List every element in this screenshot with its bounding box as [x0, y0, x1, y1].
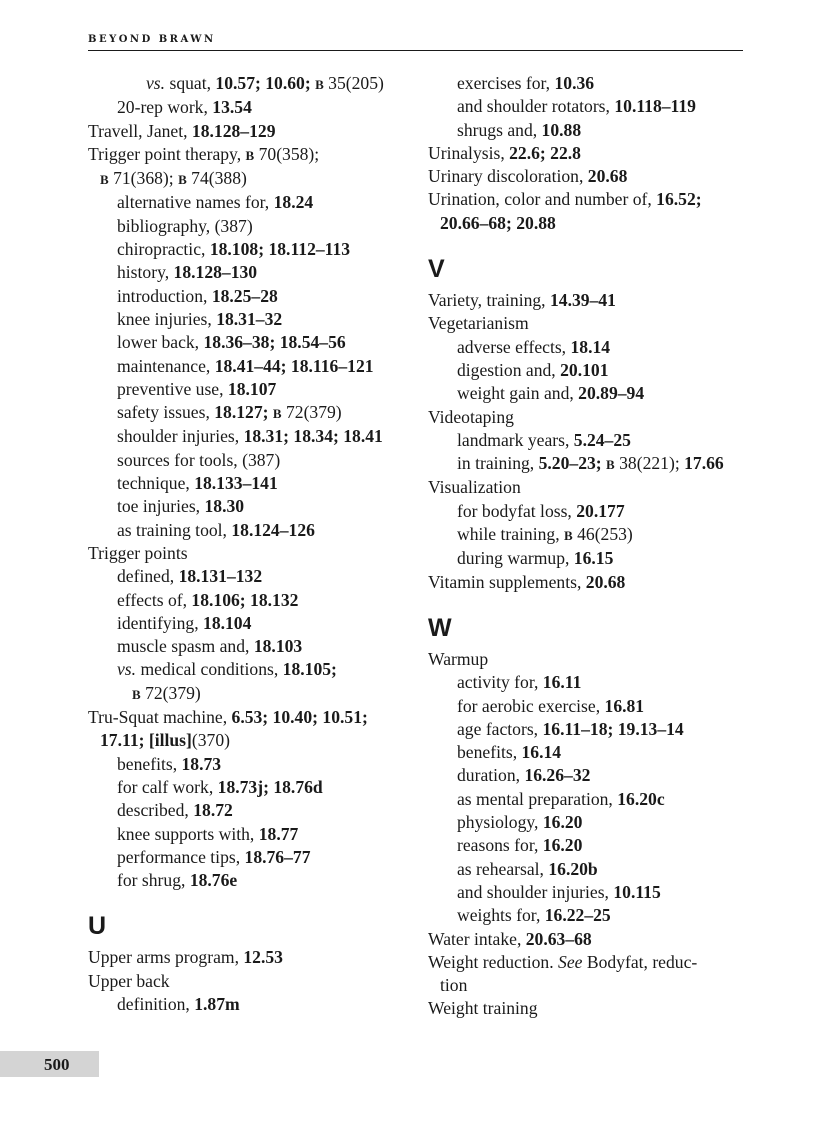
entry-ref: 12.53 [243, 947, 283, 968]
index-entry [428, 571, 748, 594]
entry-text: (358); [276, 143, 320, 164]
entry-ref: 20.68 [587, 166, 628, 187]
entry-ref: 18.128–130 [173, 262, 258, 283]
index-entry-continuation [88, 167, 408, 191]
entry-text: Vitamin supplements, [428, 571, 586, 592]
entry-text: Urinalysis, [428, 142, 510, 163]
box-marker: B [564, 528, 573, 544]
index-subentry [88, 495, 408, 518]
entry-ref: 10.118–119 [614, 96, 696, 117]
index-subentry [88, 519, 408, 542]
entry-ref: 5.20–23; [538, 453, 607, 474]
entry-text: 72 [281, 402, 304, 423]
index-subentry [428, 95, 748, 118]
entry-text: muscle spasm and, [117, 636, 254, 657]
index-subentry [428, 718, 748, 741]
entry-ref: 5.24–25 [573, 429, 631, 450]
entry-text: weights for, [457, 905, 545, 926]
entry-text: (379) [303, 402, 342, 423]
entry-ref: 18.73 [181, 753, 222, 774]
entry-text: Weight reduction. [428, 951, 559, 972]
entry-ref: 17.66 [684, 453, 724, 474]
entry-text: tion [440, 975, 468, 996]
box-marker: B [132, 686, 141, 702]
entry-text: knee injuries, [117, 308, 217, 329]
index-subentry [88, 776, 408, 799]
entry-text: maintenance, [117, 355, 215, 376]
index-entry [88, 96, 408, 119]
entry-text: (205) [345, 73, 384, 93]
entry-ref: 18.128–129 [191, 120, 276, 141]
entry-ref: 18.104 [203, 612, 252, 633]
entry-ref: 18.36–38; 18.54–56 [203, 332, 346, 353]
entry-ref: 16.11–18; 19.13–14 [542, 718, 684, 739]
box-marker: B [272, 406, 282, 422]
entry-ref: 16.20b [548, 858, 598, 879]
index-entry-continuation [88, 729, 408, 752]
entry-text: effects of, [117, 589, 192, 610]
entry-text: Upper back [88, 970, 170, 991]
index-subentry [428, 119, 748, 142]
index-subentry [88, 355, 408, 378]
index-entry [88, 542, 408, 565]
index-subentry [88, 635, 408, 658]
entry-ref: 18.31–32 [216, 308, 283, 329]
box-marker: B [178, 172, 187, 188]
entry-text: lower back, [117, 332, 204, 353]
entry-text: Trigger points [88, 542, 188, 563]
box-marker: B [606, 457, 615, 473]
index-subentry [428, 336, 748, 359]
entry-text: medical conditions, [136, 659, 283, 680]
entry-text: during warmup, [457, 548, 574, 569]
entry-ref: 13.54 [212, 97, 252, 118]
entry-ref: 20.101 [560, 359, 609, 380]
index-subentry [428, 452, 748, 476]
entry-text: Travell, Janet, [88, 120, 192, 141]
index-subentry [88, 799, 408, 822]
entry-text: preventive use, [117, 378, 228, 399]
entry-ref: 18.108; 18.112–113 [209, 239, 351, 260]
entry-text: Urination, color and number of, [428, 189, 657, 210]
entry-ref: 18.127; [214, 402, 273, 423]
index-entry [428, 928, 748, 951]
entry-ref: 18.131–132 [178, 566, 263, 587]
entry-text: reasons for, [457, 835, 543, 856]
entry-text: Videotaping [428, 406, 514, 427]
entry-ref: 16.22–25 [544, 905, 611, 926]
entry-text: (368); [130, 168, 179, 189]
index-subentry [428, 834, 748, 857]
entry-ref: 14.39–41 [549, 290, 616, 311]
index-entry-continuation [88, 682, 408, 706]
entry-text: definition, [117, 993, 195, 1014]
entry-ref: 20.63–68 [525, 928, 592, 949]
entry-text: age factors, [457, 718, 543, 739]
entry-ref: 10.115 [613, 881, 661, 902]
index-subentry [88, 378, 408, 401]
entry-text: chiropractic, [117, 239, 210, 260]
entry-text: activity for, [457, 672, 543, 693]
index-subentry [428, 904, 748, 927]
entry-text: landmark years, [457, 429, 574, 450]
index-subentry [88, 658, 408, 681]
index-subentry [428, 858, 748, 881]
index-entry-continuation [428, 974, 748, 997]
entry-ref: [illus] [148, 730, 192, 751]
running-head: BEYOND BRAWN [88, 34, 216, 45]
index-subentry [88, 565, 408, 588]
entry-text: weight gain and, [457, 383, 579, 404]
index-subentry [88, 331, 408, 354]
entry-text: duration, [457, 765, 525, 786]
entry-ref: 18.76e [189, 870, 238, 891]
entry-ref: 18.107 [227, 378, 277, 399]
index-entry-continuation [428, 212, 748, 235]
entry-ref: 20.89–94 [578, 383, 645, 404]
entry-ref: 16.20 [542, 835, 583, 856]
entry-text: shrugs and, [457, 119, 542, 140]
entry-ref: 18.31; 18.34; 18.41 [243, 426, 383, 447]
entry-ref: 16.81 [604, 695, 645, 716]
index-entry [88, 72, 408, 96]
entry-text: bibliography, (387) [117, 215, 253, 236]
index-subentry [88, 846, 408, 869]
entry-text: (253) [594, 524, 633, 545]
header-rule [88, 50, 743, 51]
index-entry [428, 188, 748, 211]
entry-text: (388) [208, 168, 247, 189]
index-entry [88, 946, 408, 969]
entry-text: squat, [169, 73, 216, 93]
entry-text: 70 [254, 143, 277, 164]
index-entry [428, 951, 748, 974]
entry-ref: 18.77 [258, 823, 299, 844]
index-subentry [428, 429, 748, 452]
entry-ref: 18.24 [273, 192, 314, 213]
entry-text: introduction, [117, 285, 212, 306]
entry-text: (221); [636, 453, 685, 474]
entry-ref: 10.88 [541, 119, 582, 140]
entry-ref: 20.177 [576, 500, 625, 521]
entry-text: Water intake, [428, 928, 526, 949]
index-subentry [428, 72, 748, 95]
entry-text: 38 [614, 453, 637, 474]
entry-text: benefits, [117, 753, 182, 774]
entry-text: defined, [117, 566, 179, 587]
index-entry [428, 289, 748, 312]
entry-text: adverse effects, [457, 336, 571, 357]
entry-text: toe injuries, [117, 496, 205, 517]
entry-text: performance tips, [117, 846, 245, 867]
entry-text: in training, [457, 453, 539, 474]
entry-text: 35 [323, 73, 346, 93]
entry-text: vs. [117, 659, 137, 680]
entry-ref: 20.66–68; 20.88 [440, 212, 556, 233]
entry-text: identifying, [117, 612, 204, 633]
entry-text: Vegetarianism [428, 313, 529, 334]
entry-text: exercises for, [457, 73, 555, 93]
index-subentry [88, 308, 408, 331]
entry-text: as rehearsal, [457, 858, 549, 879]
entry-ref: 18.41–44; 18.116–121 [214, 355, 374, 376]
entry-text: alternative names for, [117, 192, 274, 213]
entry-ref: 1.87m [194, 993, 240, 1014]
entry-text: 71 [108, 168, 131, 189]
box-marker: B [315, 77, 324, 92]
entry-ref: 18.72 [193, 800, 233, 821]
entry-text: Weight training [428, 998, 538, 1019]
index-subentry [428, 671, 748, 694]
entry-text: Bodyfat, reduc- [582, 951, 698, 972]
entry-text: and shoulder rotators, [457, 96, 615, 117]
entry-text: Upper arms program, [88, 947, 244, 968]
index-entry [428, 997, 748, 1020]
entry-text: Variety, training, [428, 290, 550, 311]
index-subentry [88, 753, 408, 776]
box-marker: B [100, 172, 109, 188]
index-subentry [428, 881, 748, 904]
index-subentry [88, 472, 408, 495]
entry-text: sources for tools, (387) [117, 449, 281, 470]
entry-text: safety issues, [117, 402, 215, 423]
entry-text: history, [117, 262, 174, 283]
index-subentry [428, 523, 748, 547]
entry-ref: 16.15 [573, 548, 614, 569]
entry-ref: 10.36 [554, 73, 595, 93]
index-entry [88, 120, 408, 143]
entry-text: Urinary discoloration, [428, 166, 588, 187]
index-subentry [88, 589, 408, 612]
entry-ref: 16.11 [542, 672, 582, 693]
index-subentry [88, 823, 408, 846]
section-heading-w: W [428, 613, 452, 642]
index-subentry [88, 612, 408, 635]
page-number: 500 [44, 1055, 70, 1074]
section-heading-v: V [428, 255, 445, 284]
index-entry [88, 970, 408, 993]
index-subentry [88, 401, 408, 425]
entry-text: Tru-Squat machine, [88, 707, 232, 728]
index-subentry [88, 261, 408, 284]
entry-text: vs. [146, 73, 166, 93]
entry-text: (370) [191, 730, 230, 751]
entry-text: 72 [140, 682, 163, 703]
index-subentry [428, 695, 748, 718]
entry-ref: 18.76–77 [244, 846, 311, 867]
entry-text: for shrug, [117, 870, 190, 891]
index-entry [428, 476, 748, 499]
index-column-left [88, 72, 408, 1016]
index-subentry [428, 500, 748, 523]
entry-text: knee supports with, [117, 823, 259, 844]
entry-text: Warmup [428, 648, 489, 669]
box-marker: B [245, 147, 255, 163]
index-entry [88, 706, 408, 729]
index-subentry [88, 993, 408, 1016]
entry-text: 74 [186, 168, 209, 189]
entry-text: and shoulder injuries, [457, 881, 614, 902]
index-subentry [428, 741, 748, 764]
index-subentry [428, 359, 748, 382]
entry-ref: 16.20 [542, 812, 583, 833]
entry-ref: 18.30 [204, 496, 245, 517]
entry-text: benefits, [457, 742, 522, 763]
index-subentry [428, 811, 748, 834]
entry-ref: 18.105; [282, 659, 337, 680]
entry-ref: 18.25–28 [211, 285, 278, 306]
index-subentry [428, 547, 748, 570]
entry-ref: 16.14 [521, 742, 562, 763]
index-subentry [88, 449, 408, 472]
entry-text: for calf work, [117, 776, 218, 797]
entry-text: as training tool, [117, 519, 232, 540]
index-column-right [428, 72, 748, 1021]
entry-text: digestion and, [457, 359, 561, 380]
entry-text: (379) [162, 682, 201, 703]
entry-ref: 18.133–141 [194, 473, 278, 494]
entry-ref: 18.14 [570, 336, 611, 357]
index-subentry [428, 382, 748, 405]
entry-ref: 10.57; 10.60; [215, 73, 316, 93]
entry-text: shoulder injuries, [117, 426, 244, 447]
index-subentry [88, 425, 408, 448]
index-subentry [88, 191, 408, 214]
entry-text: Trigger point therapy, [88, 143, 246, 164]
entry-ref: 22.6; 22.8 [509, 142, 581, 163]
index-subentry [88, 215, 408, 238]
entry-text: described, [117, 800, 194, 821]
entry-ref: 18.103 [253, 636, 303, 657]
index-entry [428, 142, 748, 165]
entry-text: Visualization [428, 477, 521, 498]
index-entry [428, 165, 748, 188]
entry-text: See [558, 951, 583, 972]
section-heading-u: U [88, 912, 107, 941]
entry-ref: 18.124–126 [231, 519, 315, 540]
index-entry [428, 406, 748, 429]
index-subentry [88, 238, 408, 261]
entry-ref: 6.53; 10.40; 10.51; [231, 707, 368, 728]
index-entry [428, 648, 748, 671]
index-subentry [428, 788, 748, 811]
index-entry [88, 143, 408, 167]
entry-ref: 18.106; 18.132 [191, 589, 299, 610]
entry-ref: 20.68 [585, 571, 626, 592]
index-subentry [88, 869, 408, 892]
entry-ref: 16.26–32 [524, 765, 591, 786]
entry-text: physiology, [457, 812, 543, 833]
entry-text: as mental preparation, [457, 788, 618, 809]
index-subentry [88, 285, 408, 308]
entry-ref: 17.11; [100, 730, 149, 751]
entry-ref: 16.20c [617, 788, 665, 809]
entry-text: for bodyfat loss, [457, 500, 577, 521]
entry-text: while training, [457, 524, 565, 545]
entry-ref: 18.73j; 18.76d [217, 776, 323, 797]
entry-text: 46 [572, 524, 595, 545]
entry-text: for aerobic exercise, [457, 695, 605, 716]
index-entry [428, 312, 748, 335]
entry-ref: 16.52; [656, 189, 702, 210]
entry-text: 20-rep work, [117, 97, 213, 118]
index-subentry [428, 764, 748, 787]
entry-text: technique, [117, 473, 195, 494]
